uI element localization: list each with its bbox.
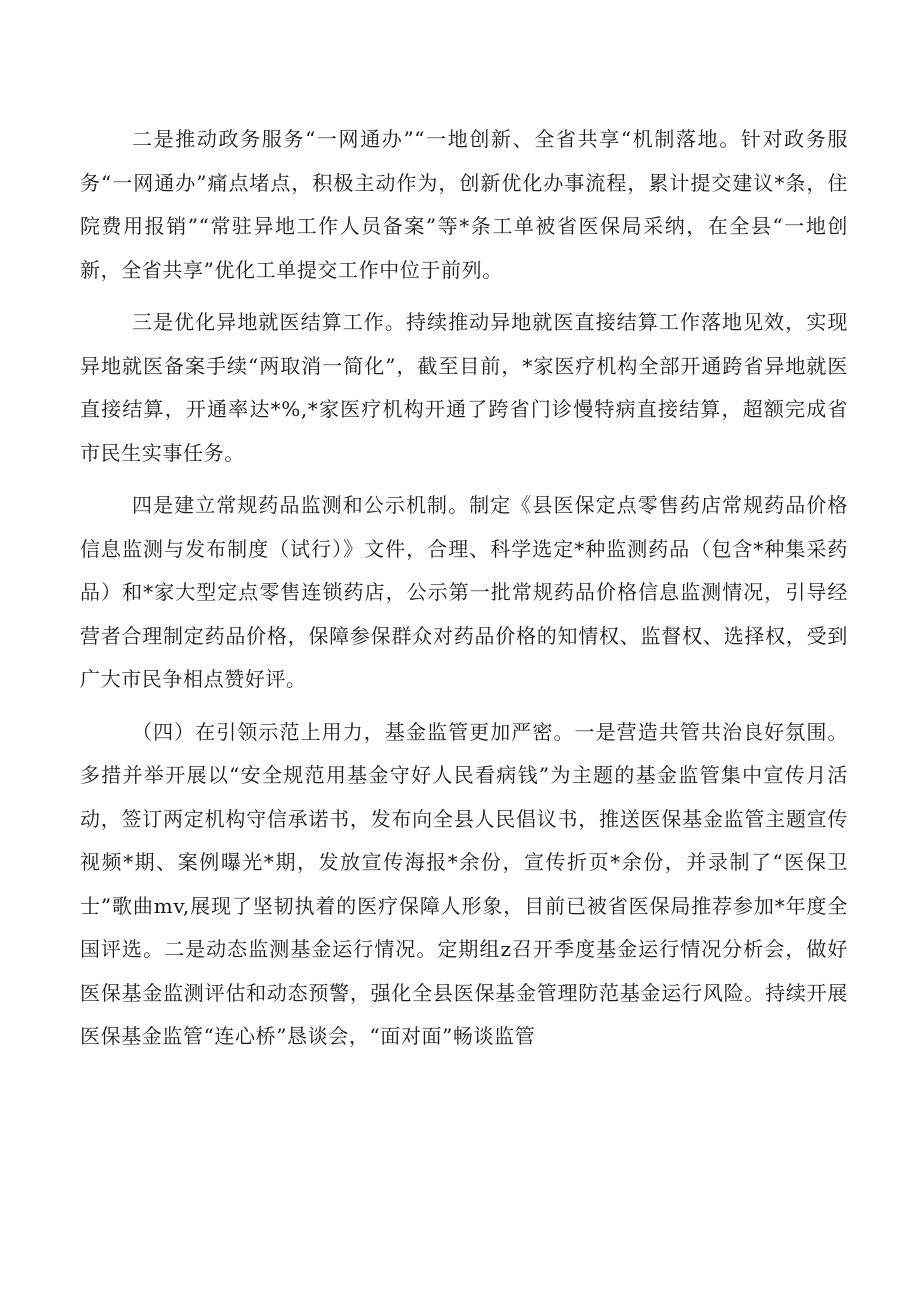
paragraph-drug-monitoring: 四是建立常规药品监测和公示机制。制定《县医保定点零售药店常规药品价格信息监测与发布制度（试行）》文件，合理、科学选定*种监测药品（包含*种集采药品）和*家大型定点零售连锁药店，公示第一批常规药品价格信息监测情况，引导经营者合理制定药品价格，保障参保群众对药品价格的知情权、监督权、选择权，受到广大市民争相点赞好评。 (80, 493, 848, 691)
paragraph-gov-service: 二是推动政务服务“一网通办”“一地创新、全省共享“机制落地。针对政务服务“一网通办”痛点堵点，积极主动作为，创新优化办事流程，累计提交建议*条，住院费用报销”“常驻异地工作人员备案”等*条工单被省医保局采纳，在全县“一地创新，全省共享”优化工单提交工作中位于前列。 (80, 127, 848, 282)
paragraph-remote-settlement: 三是优化异地就医结算工作。持续推动异地就医直接结算工作落地见效，实现异地就医备案手续“两取消一简化”，截至目前，*家医疗机构全部开通跨省异地就医直接结算，开通率达*%,*家医疗机构开通了跨省门诊慢特病直接结算，超额完成省市民生实事任务。 (80, 310, 848, 465)
paragraph-fund-supervision: （四）在引领示范上用力，基金监管更加严密。一是营造共管共治良好氛围。多措并举开展以“安全规范用基金守好人民看病钱”为主题的基金监管集中宣传月活动，签订两定机构守信承诺书，发布向全县人民倡议书，推送医保基金监管主题宣传视频*期、案例曝光*期，发放宣传海报*余份，宣传折页*余份，并录制了“医保卫士”歌曲mv,展现了坚韧执着的医疗保障人形象，目前已被省医保局推荐参加*年度全国评选。二是动态监测基金运行情况。定期组z召开季度基金运行情况分析会，做好医保基金监测评估和动态预警，强化全县医保基金管理防范基金运行风险。持续开展医保基金监管“连心桥”恳谈会，“面对面”畅谈监管 (80, 719, 848, 1048)
document-body (80, 118, 848, 1059)
